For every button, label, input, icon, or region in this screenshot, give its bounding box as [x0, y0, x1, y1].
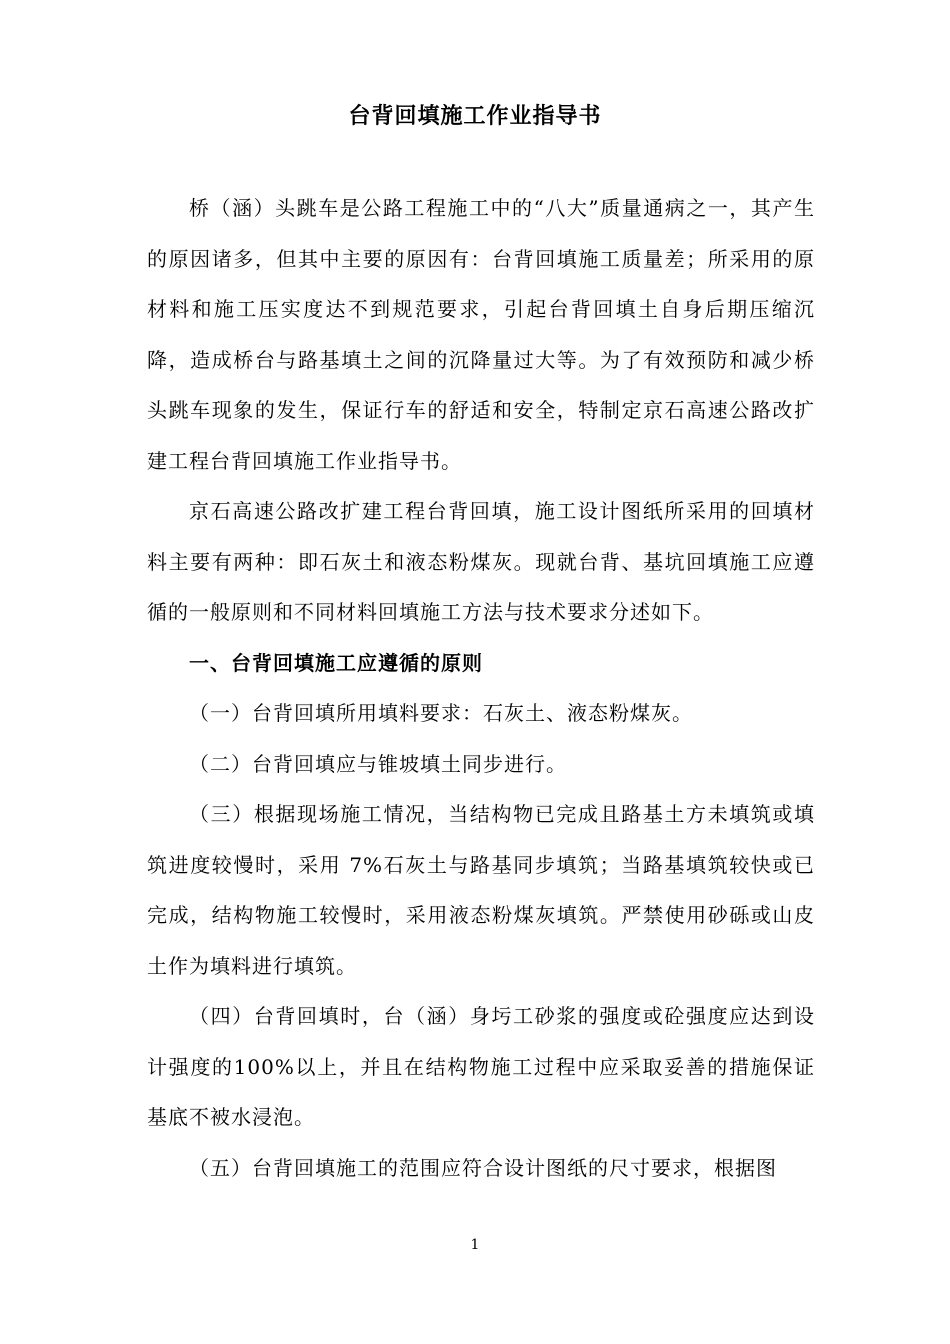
- paragraph-materials: 京石高速公路改扩建工程台背回填，施工设计图纸所采用的回填材料主要有两种：即石灰土和液态粉煤灰。现就台背、基坑回填施工应遵循的一般原则和不同材料回填施工方法与技术要求分述如下。: [147, 499, 815, 624]
- paragraph-item-4: （四）台背回填时，台（涵）身圬工砂浆的强度或砼强度应达到设计强度的100%以上，并且在结构物施工过程中应采取妥善的措施保证基底不被水浸泡。: [147, 1004, 815, 1129]
- document-body: [147, 183, 815, 1193]
- section-heading-principles: 一、台背回填施工应遵循的原则: [189, 650, 483, 675]
- document-title: 台背回填施工作业指导书: [348, 104, 602, 129]
- paragraph-item-1: （一）台背回填所用填料要求：石灰土、液态粉煤灰。: [189, 701, 693, 725]
- paragraph-item-3: （三）根据现场施工情况，当结构物已完成且路基土方未填筑或填筑进度较慢时，采用 7%石灰土与路基同步填筑；当路基填筑较快或已完成，结构物施工较慢时，采用液态粉煤灰填筑。严禁使用砂砾或山皮土作为填料进行填筑。: [147, 802, 815, 978]
- paragraph-item-5: （五）台背回填施工的范围应符合设计图纸的尺寸要求，根据图: [189, 1155, 777, 1180]
- paragraph-intro: 桥（涵）头跳车是公路工程施工中的“八大”质量通病之一，其产生的原因诸多，但其中主要的原因有：台背回填施工质量差；所采用的原材料和施工压实度达不到规范要求，引起台背回填土自身后期压缩沉降，造成桥台与路基填土之间的沉降量过大等。为了有效预防和减少桥头跳车现象的发生，保证行车的舒适和安全，特制定京石高速公路改扩建工程台背回填施工作业指导书。: [147, 196, 815, 473]
- page-number: 1: [470, 1237, 480, 1253]
- paragraph-item-2: （二）台背回填应与锥坡填土同步进行。: [189, 751, 567, 776]
